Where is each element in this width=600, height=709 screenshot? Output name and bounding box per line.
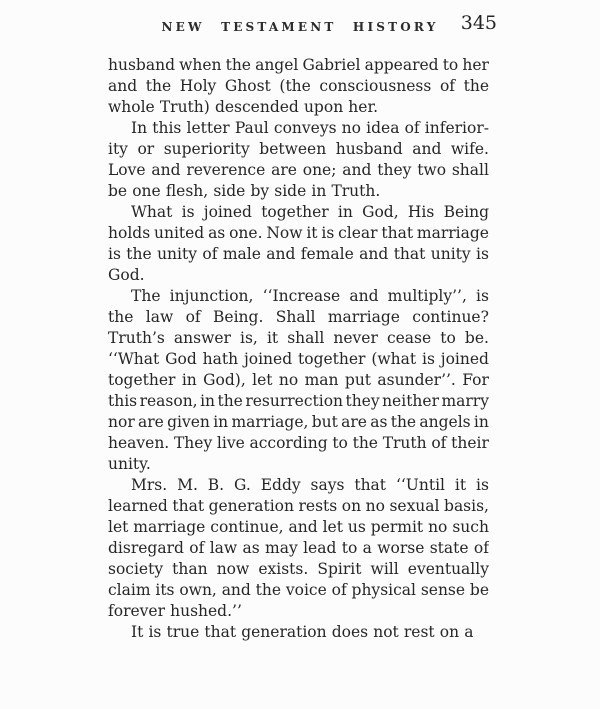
text-line: and the Holy Ghost (the consciousness of the (108, 77, 489, 95)
text-line: this reason, in the resurrection they neither marry (108, 392, 489, 410)
text-line: forever hushed.’’ (108, 602, 242, 620)
text-line: It is true that generation does not rest on a (131, 623, 474, 641)
paragraph (108, 475, 489, 622)
text-line: unity. (108, 455, 151, 473)
text-line: ‘‘What God hath joined together (what is joined (108, 350, 489, 368)
text-line: claim its own, and the voice of physical sense be (108, 581, 489, 599)
paragraph (108, 55, 489, 118)
text-line: ity or superiority between husband and wife. (108, 140, 489, 158)
text-line: be one flesh, side by side in Truth. (108, 182, 381, 200)
paragraph (108, 118, 489, 202)
text-line: disregard of law as may lead to a worse state of (108, 539, 489, 557)
paragraph (108, 202, 489, 286)
text-line: Love and reverence are one; and they two shall (108, 161, 489, 179)
page-body (108, 55, 489, 643)
text-line: society than now exists. Spirit will eventually (108, 560, 489, 578)
page-number: 345 (460, 12, 497, 34)
text-line: holds united as one. Now it is clear that marriage (108, 224, 489, 242)
text-line: The injunction, ‘‘Increase and multiply’’, is (131, 287, 489, 305)
text-line: is the unity of male and female and that unity is (108, 245, 489, 263)
text-line: learned that generation rests on no sexual basis, (108, 497, 489, 515)
text-line: God. (108, 266, 145, 284)
paragraph (108, 286, 489, 475)
text-line: Truth’s answer is, it shall never cease to be. (108, 329, 489, 347)
text-line: let marriage continue, and let us permit no such (108, 518, 489, 536)
text-line: heaven. They live according to the Truth of their (108, 434, 489, 452)
text-line: husband when the angel Gabriel appeared to her (108, 56, 489, 74)
text-line: What is joined together in God, His Being (131, 203, 489, 221)
text-line: together in God), let no man put asunder’’. For (108, 371, 489, 389)
paragraph (108, 622, 489, 643)
running-head: NEW TESTAMENT HISTORY (161, 20, 439, 34)
text-line: nor are given in marriage, but are as the angels in (108, 413, 489, 431)
text-line: Mrs. M. B. G. Eddy says that ‘‘Until it is (131, 476, 489, 494)
text-line: In this letter Paul conveys no idea of inferior- (131, 119, 489, 137)
text-line: the law of Being. Shall marriage continue? (108, 308, 489, 326)
text-line: whole Truth) descended upon her. (108, 98, 379, 116)
